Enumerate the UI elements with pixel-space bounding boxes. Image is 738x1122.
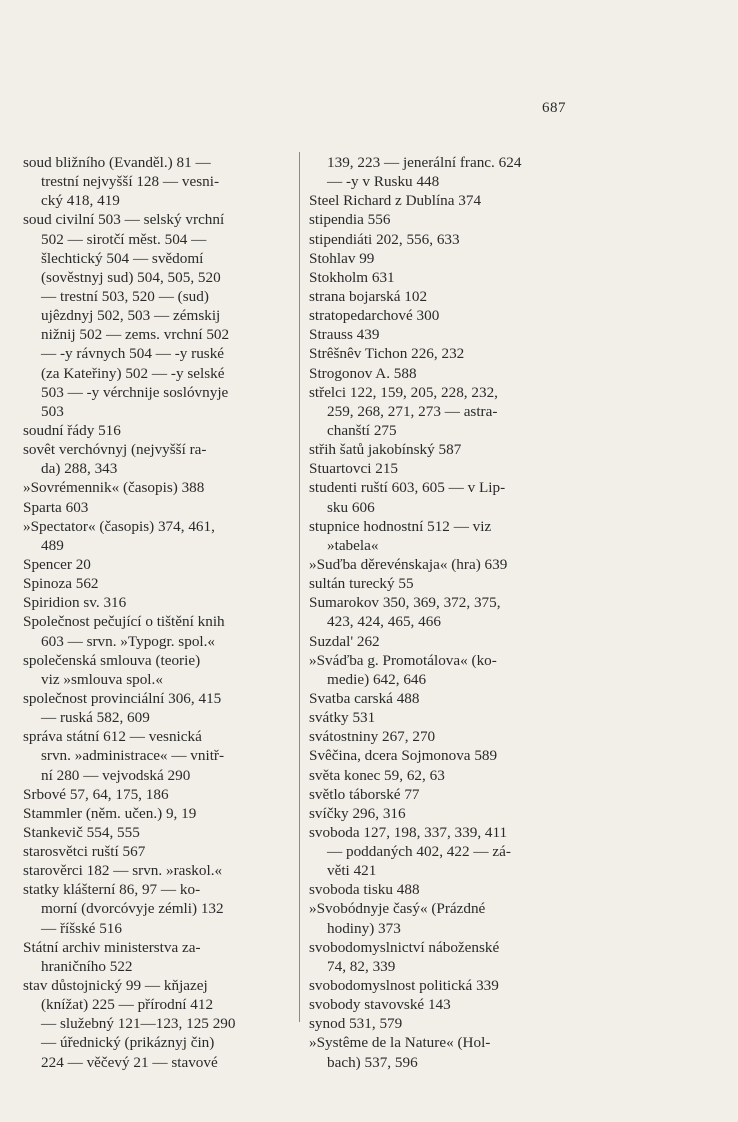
index-entry-line: hraničního 522 — [41, 957, 133, 975]
index-entry-line: Steel Richard z Dublína 374 — [309, 192, 482, 210]
index-entry-line: 503 — -y vérchnije soslóvnyje — [41, 383, 229, 401]
index-entry-line: viz »smlouva spol.« — [41, 670, 163, 688]
index-entry-line: Sparta 603 — [23, 498, 89, 516]
index-entry-line: — ruská 582, 609 — [41, 709, 150, 727]
index-entry-line: svátostniny 267, 270 — [309, 728, 436, 746]
index-entry-line: ní 280 — vejvodská 290 — [41, 766, 191, 784]
index-entry-line: Sumarokov 350, 369, 372, 375, — [309, 594, 501, 612]
column-divider — [299, 152, 300, 1022]
index-entry-line: — -y v Rusku 448 — [327, 173, 440, 191]
index-entry-line: stav důstojnický 99 — kňjazej — [23, 977, 208, 995]
index-entry-line: šlechtický 504 — svědomí — [41, 249, 204, 267]
index-entry-line: sultán turecký 55 — [309, 575, 414, 593]
index-entry-line: trestní nejvyšší 128 — vesni- — [41, 173, 220, 191]
index-entry-line: »Sváďba g. Promotálova« (ko- — [309, 651, 497, 669]
index-entry-line: společnost provinciální 306, 415 — [23, 689, 222, 707]
index-entry-line: věti 421 — [327, 862, 377, 880]
index-entry-line: Svatba carská 488 — [309, 689, 420, 707]
index-entry-line: světa konec 59, 62, 63 — [309, 766, 445, 784]
index-entry-line: »tabela« — [327, 536, 379, 554]
index-entry-line: Státní archiv ministerstva za- — [23, 938, 201, 956]
index-entry-line: 603 — srvn. »Typogr. spol.« — [41, 632, 216, 650]
index-entry-line: — trestní 503, 520 — (sud) — [41, 287, 209, 305]
index-entry-line: střih šatů jakobínský 587 — [309, 441, 462, 459]
index-entry-line: ujêzdnyj 502, 503 — zémskij — [41, 307, 221, 325]
index-entry-line: svoboda tisku 488 — [309, 881, 420, 899]
index-entry-line: Stankevič 554, 555 — [23, 823, 140, 841]
index-entry-line: Strêšnêv Tichon 226, 232 — [309, 345, 465, 363]
index-entry-line: správa státní 612 — vesnická — [23, 728, 202, 746]
index-entry-line: Stohlav 99 — [309, 249, 375, 267]
index-entry-line: »Suďba děrevénskaja« (hra) 639 — [309, 555, 508, 573]
index-entry-line: Svêčina, dcera Sojmonova 589 — [309, 747, 498, 765]
index-entry-line: 423, 424, 465, 466 — [327, 613, 441, 631]
index-entry-line: »Systême de la Nature« (Hol- — [309, 1034, 491, 1052]
index-entry-line: statky klášterní 86, 97 — ko- — [23, 881, 201, 899]
index-entry-line: Srbové 57, 64, 175, 186 — [23, 785, 169, 803]
index-entry-line: 139, 223 — jenerální franc. 624 — [327, 154, 522, 171]
index-column-right — [309, 153, 589, 1072]
index-entry-line: — říšské 516 — [41, 919, 122, 937]
index-entry-line: synod 531, 579 — [309, 1015, 403, 1033]
index-entry-line: soud civilní 503 — selský vrchní — [23, 211, 225, 229]
index-entry-line: chanští 275 — [327, 421, 397, 439]
index-entry-line: Strauss 439 — [309, 326, 380, 344]
index-entry-line: sku 606 — [327, 498, 375, 516]
index-entry-line: morní (dvorcóvyje zémli) 132 — [41, 900, 224, 918]
index-entry-line: (knížat) 225 — přírodní 412 — [41, 996, 214, 1014]
index-entry-line: soudní řády 516 — [23, 421, 121, 439]
index-entry-line: bach) 537, 596 — [327, 1053, 418, 1071]
index-entry-line: Stammler (něm. učen.) 9, 19 — [23, 804, 197, 822]
index-entry-line: srvn. »administrace« — vnitř- — [41, 747, 225, 765]
index-entry-line: Suzdal' 262 — [309, 632, 380, 650]
index-entry-line: Strogonov A. 588 — [309, 364, 417, 382]
index-entry-line: sovêt verchóvnyj (nejvyšší ra- — [23, 441, 207, 459]
index-entry-line: 259, 268, 271, 273 — astra- — [327, 402, 498, 420]
index-entry-line: (sověstnyj sud) 504, 505, 520 — [41, 268, 221, 286]
index-entry-line: medie) 642, 646 — [327, 670, 427, 688]
index-entry-line: 224 — věčevý 21 — stavové — [41, 1053, 218, 1071]
index-entry-line: 502 — sirotčí měst. 504 — — [41, 230, 207, 248]
index-entry-line: svoboda 127, 198, 337, 339, 411 — [309, 823, 508, 841]
index-entry-line: svobody stavovské 143 — [309, 996, 451, 1014]
index-entry-line: »Sovrémennik« (časopis) 388 — [23, 479, 205, 497]
index-entry-line: stipendiáti 202, 556, 633 — [309, 230, 460, 248]
index-entry-line: stratopedarchové 300 — [309, 307, 440, 325]
index-entry-line: střelci 122, 159, 205, 228, 232, — [309, 383, 498, 401]
index-entry-line: 503 — [41, 402, 64, 420]
index-entry-line: stupnice hodnostní 512 — viz — [309, 517, 492, 535]
index-entry-line: (za Kateřiny) 502 — -y selské — [41, 364, 225, 382]
index-entry-line: cký 418, 419 — [41, 192, 120, 210]
index-entry-line: starověrci 182 — srvn. »raskol.« — [23, 862, 223, 880]
index-entry-line: Stokholm 631 — [309, 268, 395, 286]
index-entry-line: starosvětci ruští 567 — [23, 843, 146, 861]
index-entry-line: — služebný 121—123, 125 290 — [41, 1015, 236, 1033]
index-entry-line: svíčky 296, 316 — [309, 804, 406, 822]
index-entry-line: da) 288, 343 — [41, 460, 118, 478]
index-entry-line: strana bojarská 102 — [309, 287, 428, 305]
index-entry-line: Spencer 20 — [23, 555, 91, 573]
index-entry-line: Spinoza 562 — [23, 575, 99, 593]
index-entry-line: — poddaných 402, 422 — zá- — [327, 843, 511, 861]
index-entry-line: Společnost pečující o tištění knih — [23, 613, 225, 631]
index-entry-line: — -y rávnych 504 — -y ruské — [41, 345, 225, 363]
index-entry-line: nižnij 502 — zems. vrchní 502 — [41, 326, 230, 344]
index-column-left — [23, 153, 295, 1072]
index-entry-line: svobodomyslnictví náboženské — [309, 938, 500, 956]
index-entry-line: »Spectator« (časopis) 374, 461, — [23, 517, 215, 535]
index-entry-line: hodiny) 373 — [327, 919, 401, 937]
index-entry-line: »Svobódnyje časý« (Prázdné — [309, 900, 486, 918]
index-entry-line: 489 — [41, 536, 64, 554]
index-entry-line: stipendia 556 — [309, 211, 391, 229]
index-entry-line: Stuartovci 215 — [309, 460, 399, 478]
index-entry-line: studenti ruští 603, 605 — v Lip- — [309, 479, 506, 497]
index-entry-line: světlo táborské 77 — [309, 785, 420, 803]
index-entry-line: svátky 531 — [309, 709, 376, 727]
index-entry-line: společenská smlouva (teorie) — [23, 651, 201, 669]
index-entry-line: soud bližního (Evanděl.) 81 — — [23, 154, 211, 171]
index-entry-line: 74, 82, 339 — [327, 957, 396, 975]
index-entry-line: svobodomyslnost politická 339 — [309, 977, 499, 995]
page-number: 687 — [542, 100, 566, 116]
index-entry-line: Spiridion sv. 316 — [23, 594, 127, 612]
index-entry-line: — úřednický (prikáznyj čin) — [41, 1034, 215, 1052]
